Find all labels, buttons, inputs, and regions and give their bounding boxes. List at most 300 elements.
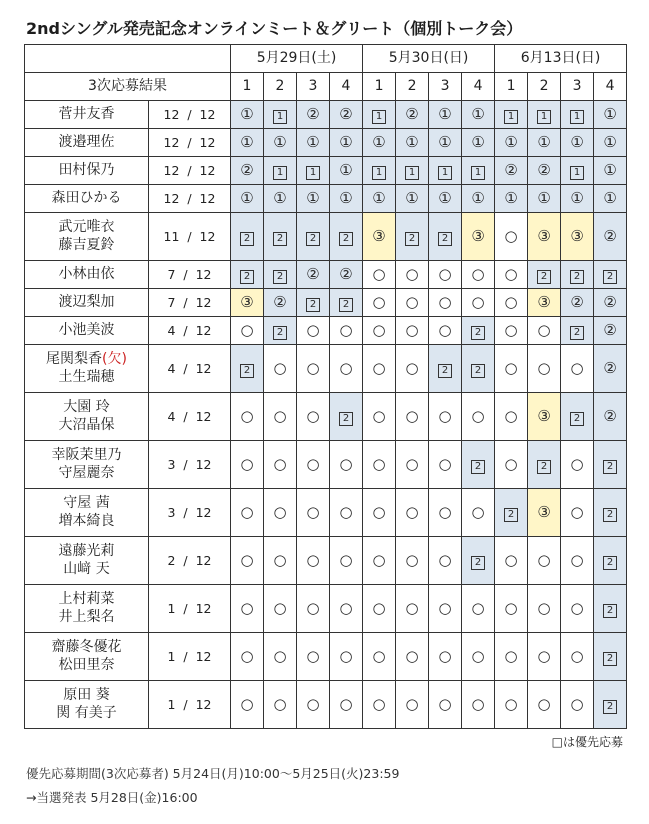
slot-mark: ② [603, 292, 617, 311]
slot-cell [231, 633, 264, 681]
slot-cell [264, 289, 297, 317]
priority-number-box: 1 [471, 166, 485, 180]
slot-cell [396, 345, 429, 393]
member-names [25, 393, 149, 441]
member-name [25, 106, 148, 124]
slot-mark: ○ [372, 406, 386, 425]
priority-number-box: 1 [372, 110, 386, 124]
slot-cell [264, 213, 297, 261]
member-name [25, 591, 148, 609]
slot-cell [330, 585, 363, 633]
member-name [25, 294, 148, 312]
member-row [25, 317, 627, 345]
slot-mark: ② [603, 320, 617, 339]
count-separator: / [175, 408, 196, 424]
slot-cell [429, 489, 462, 537]
member-row [25, 681, 627, 729]
slot-mark: ① [471, 104, 485, 123]
member-name-text: 増本綺良 [58, 512, 115, 529]
slot-cell [561, 441, 594, 489]
slot-mark: ① [240, 104, 254, 123]
results-table [24, 44, 627, 729]
slot-mark: ② [405, 104, 419, 123]
member-row [25, 289, 627, 317]
slot-mark: ○ [438, 646, 452, 665]
slot-mark: ○ [306, 406, 320, 425]
priority-number-box: 1 [570, 110, 584, 124]
slot-cell [594, 537, 627, 585]
slot-cell [429, 185, 462, 213]
slot-cell [594, 261, 627, 289]
slot-cell [528, 129, 561, 157]
slot-cell [495, 185, 528, 213]
count-value: 12 [163, 162, 180, 178]
member-name [25, 657, 148, 675]
slot-mark: ③ [372, 226, 386, 245]
slot-cell [264, 185, 297, 213]
slot-mark: ○ [471, 264, 485, 283]
slot-mark: ○ [273, 694, 287, 713]
slot-mark: ② [306, 104, 320, 123]
slot-cell [231, 537, 264, 585]
slot-cell [297, 101, 330, 129]
count-total: 12 [195, 266, 212, 282]
member-name [25, 134, 148, 152]
slot-cell [396, 489, 429, 537]
slot-cell [231, 585, 264, 633]
slot-mark: ② [537, 160, 551, 179]
slot-mark: ○ [570, 358, 584, 377]
slot-cell [495, 129, 528, 157]
slot-mark: ○ [537, 598, 551, 617]
header-blank [25, 45, 231, 73]
slot-mark: ○ [504, 598, 518, 617]
slot-mark: ② [306, 264, 320, 283]
slot-cell [231, 129, 264, 157]
count-separator: / [175, 322, 196, 338]
slot-mark: ○ [438, 550, 452, 569]
slot-cell [528, 213, 561, 261]
count-value: 3 [167, 456, 176, 472]
member-name [25, 237, 148, 255]
priority-number-box: 2 [306, 232, 320, 246]
slot-mark: ○ [240, 454, 254, 473]
slot-cell [363, 129, 396, 157]
slot-cell [264, 157, 297, 185]
slot-mark: ① [603, 132, 617, 151]
slot-cell [396, 101, 429, 129]
priority-number-box: 2 [273, 270, 287, 284]
member-names [25, 633, 149, 681]
count-total: 12 [195, 552, 212, 568]
slot-mark: ○ [372, 292, 386, 311]
slot-mark: ① [240, 188, 254, 207]
slot-cell [429, 101, 462, 129]
priority-number-box: 1 [273, 110, 287, 124]
slot-mark: ① [603, 104, 617, 123]
member-name-text: 土生瑞穂 [58, 368, 115, 385]
application-count [149, 157, 231, 185]
count-separator: / [175, 600, 196, 616]
count-total: 12 [195, 504, 212, 520]
member-row [25, 633, 627, 681]
priority-number-box: 2 [603, 460, 617, 474]
slot-mark: ○ [240, 550, 254, 569]
priority-number-box: 2 [273, 326, 287, 340]
slot-mark: ○ [504, 264, 518, 283]
slot-cell [594, 441, 627, 489]
slot-cell [297, 317, 330, 345]
priority-number-box: 2 [471, 460, 485, 474]
application-count [149, 101, 231, 129]
slot-cell [495, 101, 528, 129]
slot-cell [528, 393, 561, 441]
slot-cell [594, 633, 627, 681]
date-header: 5月29日(土) [231, 45, 363, 73]
slot-cell [396, 129, 429, 157]
count-total: 12 [195, 600, 212, 616]
count-value: 12 [163, 106, 180, 122]
slot-mark: ○ [273, 502, 287, 521]
member-name-text: 渡辺梨加 [58, 293, 115, 310]
member-name [25, 417, 148, 435]
slot-cell [462, 317, 495, 345]
slot-mark: ① [372, 132, 386, 151]
slot-mark: ① [273, 188, 287, 207]
application-count [149, 289, 231, 317]
slot-cell [594, 157, 627, 185]
priority-number-box: 2 [438, 364, 452, 378]
slot-mark: ○ [273, 598, 287, 617]
slot-mark: ① [504, 132, 518, 151]
slot-mark: ○ [339, 550, 353, 569]
slot-mark: ○ [372, 694, 386, 713]
slot-mark: ① [438, 188, 452, 207]
slot-mark: ③ [537, 226, 551, 245]
priority-number-box: 2 [240, 232, 254, 246]
application-count [149, 441, 231, 489]
member-name-text: 尾関梨香 [46, 350, 103, 367]
priority-number-box: 2 [537, 460, 551, 474]
count-total: 12 [195, 408, 212, 424]
slot-cell [231, 157, 264, 185]
application-count [149, 185, 231, 213]
slot-cell [462, 681, 495, 729]
slot-cell [594, 585, 627, 633]
count-total: 12 [195, 456, 212, 472]
count-separator: / [179, 228, 200, 244]
slot-mark: ③ [471, 226, 485, 245]
slot-mark: ② [339, 264, 353, 283]
slot-cell [429, 585, 462, 633]
slot-cell [396, 261, 429, 289]
count-value: 7 [167, 266, 176, 282]
slot-mark: ② [339, 104, 353, 123]
slot-cell [429, 633, 462, 681]
slot-mark: ○ [339, 598, 353, 617]
count-separator: / [175, 456, 196, 472]
slot-mark: ① [603, 160, 617, 179]
slot-cell [297, 633, 330, 681]
member-names [25, 157, 149, 185]
slot-mark: ○ [339, 694, 353, 713]
slot-cell [264, 129, 297, 157]
slot-cell [561, 317, 594, 345]
slot-cell [297, 213, 330, 261]
member-row [25, 261, 627, 289]
count-value: 11 [163, 228, 180, 244]
slot-cell [297, 585, 330, 633]
count-separator: / [179, 134, 200, 150]
count-value: 12 [163, 134, 180, 150]
absent-mark: (欠) [102, 350, 127, 367]
priority-number-box: 1 [438, 166, 452, 180]
slot-cell [429, 261, 462, 289]
slot-mark: ○ [372, 598, 386, 617]
member-name [25, 162, 148, 180]
slot-cell [561, 185, 594, 213]
slot-cell [528, 185, 561, 213]
slot-cell [396, 537, 429, 585]
slot-cell [561, 213, 594, 261]
slot-mark: ○ [372, 550, 386, 569]
slot-mark: ① [372, 188, 386, 207]
slot-cell [528, 537, 561, 585]
slot-cell [561, 585, 594, 633]
slot-cell [363, 317, 396, 345]
priority-number-box: 1 [570, 166, 584, 180]
member-name-text: 守屋麗奈 [58, 464, 115, 481]
slot-mark: ○ [306, 502, 320, 521]
slot-mark: ○ [537, 694, 551, 713]
slot-cell [363, 213, 396, 261]
priority-number-box: 2 [471, 556, 485, 570]
slot-mark: ① [339, 188, 353, 207]
member-row [25, 345, 627, 393]
member-name [25, 266, 148, 284]
slot-cell [231, 185, 264, 213]
slot-mark: ○ [240, 646, 254, 665]
slot-mark: ○ [537, 320, 551, 339]
priority-number-box: 2 [570, 412, 584, 426]
priority-number-box: 2 [240, 364, 254, 378]
slot-cell [231, 261, 264, 289]
slot-cell [330, 213, 363, 261]
member-name-text: 遠藤光莉 [58, 542, 115, 559]
slot-mark: ① [339, 132, 353, 151]
slot-mark: ○ [438, 406, 452, 425]
slot-mark: ① [504, 188, 518, 207]
application-count [149, 537, 231, 585]
slot-mark: ○ [306, 550, 320, 569]
slot-cell [594, 489, 627, 537]
date-header: 6月13日(日) [495, 45, 627, 73]
slot-mark: ○ [438, 454, 452, 473]
slot-cell [561, 681, 594, 729]
count-separator: / [175, 648, 196, 664]
priority-number-box: 2 [537, 270, 551, 284]
slot-cell [528, 157, 561, 185]
slot-mark: ○ [240, 406, 254, 425]
slot-cell [495, 213, 528, 261]
priority-number-box: 2 [603, 270, 617, 284]
slot-cell [495, 585, 528, 633]
slot-mark: ○ [504, 292, 518, 311]
priority-number-box: 2 [471, 364, 485, 378]
priority-number-box: 2 [240, 270, 254, 284]
slot-mark: ○ [405, 264, 419, 283]
slot-cell [462, 185, 495, 213]
member-names [25, 489, 149, 537]
application-count [149, 317, 231, 345]
slot-cell [297, 261, 330, 289]
slot-cell [330, 537, 363, 585]
member-names [25, 185, 149, 213]
slot-cell [462, 289, 495, 317]
slot-mark: ○ [273, 646, 287, 665]
priority-number-box: 2 [603, 604, 617, 618]
member-name [25, 399, 148, 417]
count-value: 7 [167, 294, 176, 310]
slot-mark: ○ [438, 694, 452, 713]
slot-mark: ○ [438, 320, 452, 339]
slot-mark: ○ [405, 646, 419, 665]
count-value: 1 [167, 600, 176, 616]
count-separator: / [175, 552, 196, 568]
slot-cell [363, 633, 396, 681]
priority-number-box: 2 [438, 232, 452, 246]
priority-number-box: 2 [603, 700, 617, 714]
slot-mark: ○ [306, 358, 320, 377]
slot-cell [528, 345, 561, 393]
member-row [25, 393, 627, 441]
slot-mark: ○ [339, 646, 353, 665]
slot-cell [330, 185, 363, 213]
slot-mark: ○ [570, 550, 584, 569]
slot-cell [462, 261, 495, 289]
member-name-text: 原田 葵 [63, 686, 110, 703]
priority-number-box: 1 [273, 166, 287, 180]
member-name-text: 小林由依 [58, 265, 115, 282]
member-name-text: 松田里奈 [58, 656, 115, 673]
slot-mark: ① [537, 132, 551, 151]
application-count [149, 261, 231, 289]
count-separator: / [175, 266, 196, 282]
slot-cell [462, 393, 495, 441]
slot-cell [330, 393, 363, 441]
slot-cell [528, 261, 561, 289]
slot-cell [429, 681, 462, 729]
slot-mark: ○ [405, 694, 419, 713]
slot-mark: ○ [240, 502, 254, 521]
count-value: 4 [167, 408, 176, 424]
priority-number-box: 1 [306, 166, 320, 180]
count-total: 12 [195, 360, 212, 376]
slot-mark: ○ [240, 598, 254, 617]
slot-cell [396, 585, 429, 633]
slot-mark: ○ [570, 646, 584, 665]
member-name-text: 渡邉理佐 [58, 133, 115, 150]
count-separator: / [175, 294, 196, 310]
slot-cell [297, 289, 330, 317]
slot-mark: ○ [240, 694, 254, 713]
slot-cell [264, 537, 297, 585]
member-name [25, 687, 148, 705]
slot-number: 4 [462, 73, 495, 101]
priority-number-box: 2 [603, 556, 617, 570]
slot-cell [561, 101, 594, 129]
member-row [25, 185, 627, 213]
slot-mark: ① [405, 132, 419, 151]
count-value: 2 [167, 552, 176, 568]
slot-cell [363, 289, 396, 317]
slot-mark: ○ [504, 406, 518, 425]
slot-number: 1 [495, 73, 528, 101]
application-count [149, 633, 231, 681]
slot-cell [297, 157, 330, 185]
slot-mark: ○ [570, 502, 584, 521]
count-separator: / [175, 504, 196, 520]
slot-cell [594, 101, 627, 129]
slot-cell [363, 101, 396, 129]
slot-cell [462, 101, 495, 129]
count-separator: / [179, 190, 200, 206]
priority-number-box: 2 [504, 508, 518, 522]
priority-number-box: 2 [339, 232, 353, 246]
slot-cell [363, 489, 396, 537]
slot-cell [231, 393, 264, 441]
member-name [25, 322, 148, 340]
slot-cell [495, 393, 528, 441]
slot-mark: ○ [504, 320, 518, 339]
slot-cell [462, 345, 495, 393]
slot-mark: ○ [537, 646, 551, 665]
slot-cell [396, 157, 429, 185]
slot-cell [363, 185, 396, 213]
slot-mark: ○ [570, 454, 584, 473]
slot-mark: ○ [306, 598, 320, 617]
slot-mark: ○ [471, 646, 485, 665]
slot-mark: ○ [504, 550, 518, 569]
slot-cell [528, 317, 561, 345]
slot-cell [528, 585, 561, 633]
slot-cell [429, 213, 462, 261]
member-name-text: 上村莉菜 [58, 590, 115, 607]
slot-cell [330, 261, 363, 289]
slot-cell [462, 633, 495, 681]
slot-cell [528, 289, 561, 317]
slot-mark: ○ [405, 320, 419, 339]
slot-cell [297, 345, 330, 393]
member-row [25, 585, 627, 633]
priority-number-box: 2 [339, 412, 353, 426]
slot-mark: ② [603, 226, 617, 245]
slot-cell [429, 441, 462, 489]
slot-cell [594, 317, 627, 345]
member-name [25, 219, 148, 237]
slot-cell [231, 441, 264, 489]
slot-number: 3 [297, 73, 330, 101]
application-count [149, 393, 231, 441]
member-names [25, 345, 149, 393]
slot-cell [231, 101, 264, 129]
slot-cell [528, 101, 561, 129]
priority-legend-note: □は優先応募 [551, 735, 623, 749]
date-header: 5月30日(日) [363, 45, 495, 73]
slot-cell [330, 345, 363, 393]
count-total: 12 [199, 228, 216, 244]
slot-cell [363, 441, 396, 489]
